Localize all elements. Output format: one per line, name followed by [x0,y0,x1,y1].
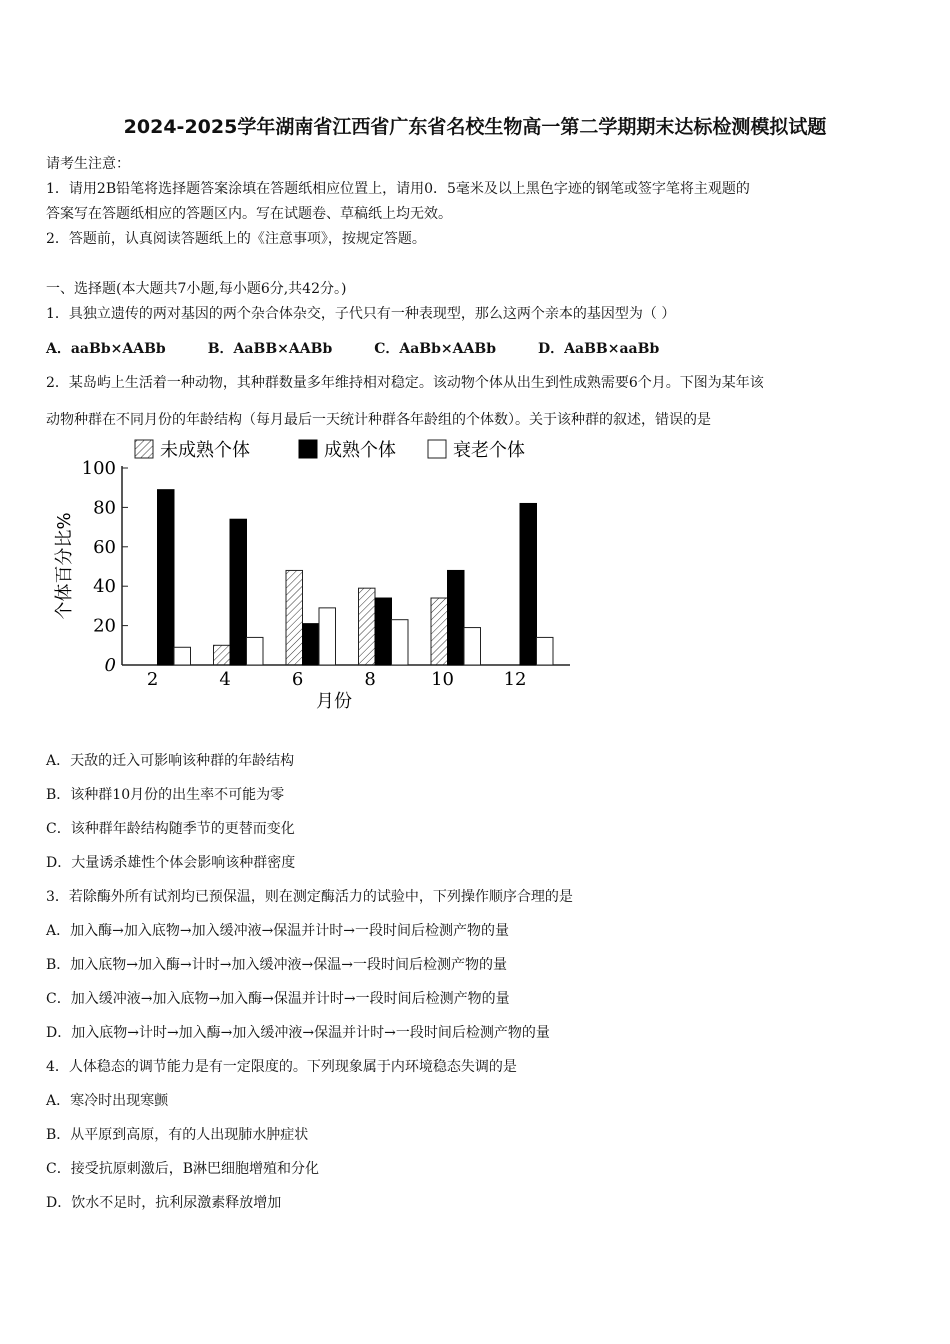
bar-未成熟个体-6 [286,570,303,665]
notice-item-2: 2．答题前，认真阅读答题纸上的《注意事项》，按规定答题。 [46,231,426,247]
bar-成熟个体-6 [303,624,320,665]
y-axis-label: 个体百分比% [54,512,75,620]
bar-衰老个体-2 [174,647,191,665]
q4-option-c: C．接受抗原刺激后，B淋巴细胞增殖和分化 [46,1161,319,1177]
x-tick-label: 10 [431,669,455,690]
q3-option-b: B．加入底物→加入酶→计时→加入缓冲液→保温→一段时间后检测产物的量 [46,957,507,973]
q4-stem: 4．人体稳态的调节能力是有一定限度的。下列现象属于内环境稳态失调的是 [46,1059,517,1075]
q1-option-d: D．AaBB×aaBb [538,341,660,357]
q1-stem: 1．具独立遗传的两对基因的两个杂合体杂交，子代只有一种表现型，那么这两个亲本的基因型为（ ） [46,306,676,322]
bar-成熟个体-4 [230,519,247,665]
q2-option-a: A．天敌的迁入可影响该种群的年龄结构 [46,753,295,769]
q2-option-d: D．大量诱杀雄性个体会影响该种群密度 [46,855,296,871]
q1-option-a: A．aaBb×AABb [46,341,166,357]
y-tick-label: 20 [93,615,116,637]
q2-option-b: B．该种群10月份的出生率不可能为零 [46,787,285,803]
y-tick-label: 60 [93,536,116,558]
q3-option-c: C．加入缓冲液→加入底物→加入酶→保温并计时→一段时间后检测产物的量 [46,991,510,1007]
y-tick-label: 0 [104,655,116,676]
notice-item-1: 1．请用2B铅笔将选择题答案涂填在答题纸相应位置上，请用0．5毫米及以上黑色字迹的钢笔或签字笔将主观题的 [46,181,750,197]
legend-swatch-1 [299,440,317,458]
legend-label-0: 未成熟个体 [160,440,250,461]
section-heading: 一、选择题(本大题共7小题,每小题6分,共42分。) [46,281,347,297]
x-tick-label: 2 [146,669,159,690]
q3-stem: 3．若除酶外所有试剂均已预保温，则在测定酶活力的试验中，下列操作顺序合理的是 [46,889,573,905]
legend-swatch-2 [428,440,446,458]
bar-衰老个体-4 [247,637,264,665]
bar-未成熟个体-10 [431,598,448,665]
legend-swatch-0 [135,440,153,458]
x-tick-label: 4 [219,669,231,690]
q2-stem-1: 2．某岛屿上生活着一种动物，其种群数量多年维持相对稳定。该动物个体从出生到性成熟需要6个月。下图为某年该 [46,375,764,391]
x-tick-label: 8 [364,669,376,690]
legend-label-1: 成熟个体 [324,440,396,461]
q4-option-b: B．从平原到高原，有的人出现肺水肿症状 [46,1127,309,1143]
x-tick-label: 6 [291,669,304,690]
q1-options [46,338,701,358]
page-title: 2024-2025学年湖南省江西省广东省名校生物高一第二学期期末达标检测模拟试题 [123,116,827,138]
legend-label-2: 衰老个体 [453,440,525,461]
bar-未成熟个体-8 [359,588,376,665]
notice-item-1-cont: 答案写在答题纸相应的答题区内。写在试题卷、草稿纸上均无效。 [46,206,452,222]
q4-option-a: A．寒冷时出现寒颤 [46,1093,169,1109]
age-structure-chart [46,432,586,717]
q1-option-b: B．AaBB×AABb [207,341,333,357]
bar-衰老个体-10 [464,628,481,665]
x-tick-label: 12 [503,669,527,690]
bar-成熟个体-12 [520,503,537,665]
y-tick-label: 80 [93,497,116,519]
q2-option-c: C．该种群年龄结构随季节的更替而变化 [46,821,295,837]
bar-成熟个体-8 [375,598,392,665]
notice-heading: 请考生注意： [46,156,130,172]
bar-成熟个体-10 [448,570,465,665]
q2-stem-2: 动物种群在不同月份的年龄结构（每月最后一天统计种群各年龄组的个体数）。关于该种群的叙述，错误的是 [46,412,711,428]
bar-衰老个体-12 [537,637,554,665]
q1-option-c: C．AaBb×AABb [374,341,497,357]
q3-option-a: A．加入酶→加入底物→加入缓冲液→保温并计时→一段时间后检测产物的量 [46,923,510,939]
chart-legend [135,440,525,461]
bar-成熟个体-2 [158,490,175,665]
q4-option-d: D．饮水不足时，抗利尿激素释放增加 [46,1195,282,1211]
bar-未成熟个体-4 [214,645,231,665]
chart-bars [158,490,554,665]
x-axis-label: 月份 [316,691,352,712]
y-tick-label: 40 [93,576,116,598]
q3-option-d: D．加入底物→计时→加入酶→加入缓冲液→保温并计时→一段时间后检测产物的量 [46,1025,550,1041]
y-tick-label: 100 [81,458,116,479]
chart-axes [122,466,570,665]
bar-衰老个体-8 [392,620,409,665]
bar-衰老个体-6 [319,608,336,665]
